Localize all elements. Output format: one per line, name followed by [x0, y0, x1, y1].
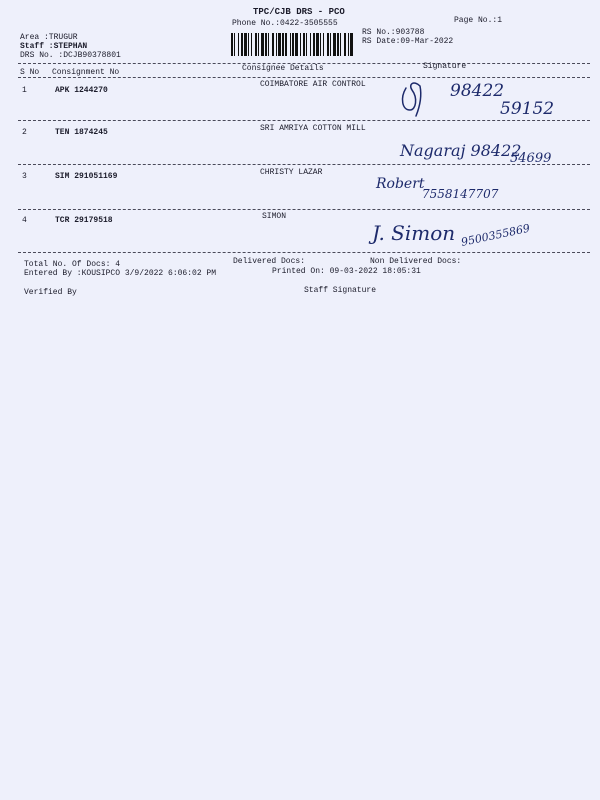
staff-signature-label: Staff Signature — [304, 286, 377, 295]
document-title: TPC/CJB DRS - PCO — [253, 7, 345, 17]
row-2-sno: 2 — [22, 128, 27, 137]
row-3-signature — [376, 170, 546, 209]
row-1-consignee: COIMBATORE AIR CONTROL — [260, 80, 366, 89]
row-4-hand-phone: 9500355869 — [459, 221, 532, 249]
drs-number: DRS No. :DCJB90378801 — [20, 51, 121, 60]
row-4-divider — [18, 252, 590, 253]
total-docs: Total No. Of Docs: 4 — [24, 260, 121, 269]
row-1-signature — [396, 76, 566, 125]
row-2-consignment: TEN 1874245 — [55, 128, 108, 137]
printed-on: Printed On: 09-03-2022 18:05:31 — [272, 267, 421, 276]
row-4-hand-name: J. Simon — [372, 221, 456, 245]
entered-by: Entered By :KOUSIPCO 3/9/2022 6:06:02 PM — [24, 269, 217, 278]
phone-number: Phone No.:0422-3505555 — [232, 19, 338, 28]
row-1-hand-phone-1: 98422 — [450, 81, 505, 101]
rs-number: RS No.:903788 — [362, 28, 425, 37]
col-sno: S No — [20, 68, 40, 77]
page-number: Page No.:1 — [454, 16, 503, 25]
row-1-divider — [18, 120, 590, 121]
row-3-hand-name: Robert — [376, 176, 425, 192]
non-delivered-docs: Non Delivered Docs: — [370, 257, 462, 266]
area-field: Area :TRUGUR — [20, 33, 78, 42]
row-3-hand-phone: 7558147707 — [422, 187, 499, 201]
row-2-hand-phone-2: 54699 — [510, 151, 552, 166]
row-2-divider — [18, 164, 590, 165]
row-1-consignment: APK 1244270 — [55, 86, 108, 95]
row-2-signature — [400, 126, 590, 175]
row-4-consignment: TCR 29179518 — [55, 216, 113, 225]
verified-by-label: Verified By — [24, 288, 77, 297]
col-consignment: Consignment No — [52, 68, 120, 77]
row-2-hand-name: Nagaraj 98422 — [400, 141, 522, 160]
row-3-consignee: CHRISTY LAZAR — [260, 168, 323, 177]
row-1-hand-phone-2: 59152 — [500, 99, 555, 119]
col-consignee: Consignee Details — [242, 64, 324, 73]
row-1-sno: 1 — [22, 86, 27, 95]
delivered-docs: Delivered Docs: — [233, 257, 306, 266]
staff-field: Staff :STEPHAN — [20, 42, 88, 51]
row-4-sno: 4 — [22, 216, 27, 225]
row-2-consignee: SRI AMRIYA COTTON MILL — [260, 124, 366, 133]
barcode-image — [230, 33, 354, 56]
row-3-consignment: SIM 291051169 — [55, 172, 118, 181]
row-3-sno: 3 — [22, 172, 27, 181]
row-4-consignee: SIMON — [262, 212, 287, 221]
rs-date: RS Date:09-Mar-2022 — [362, 37, 454, 46]
col-signature: Signature — [423, 62, 467, 71]
